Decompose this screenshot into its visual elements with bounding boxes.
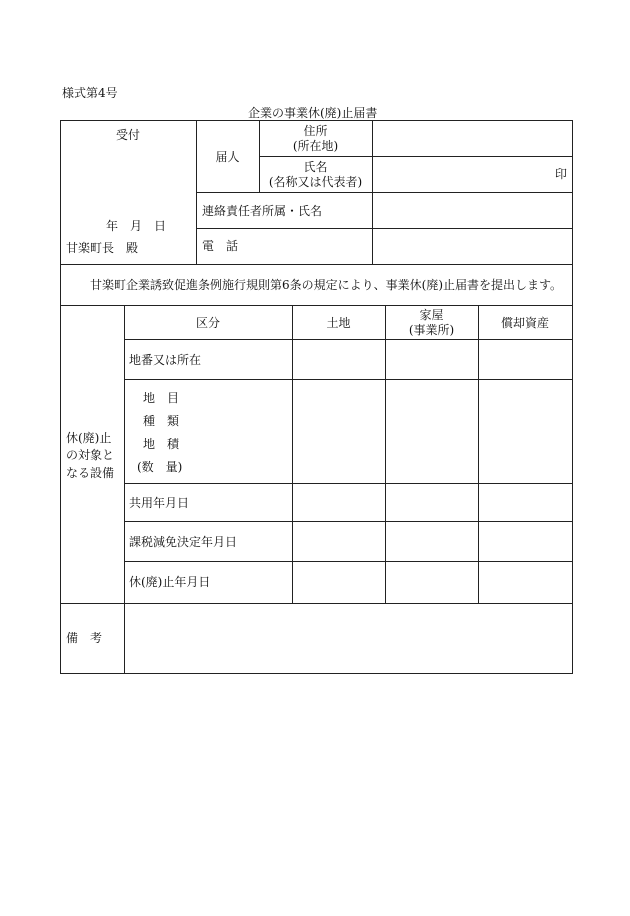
row-attrs-label: 地 目 種 類 地 積 (数 量) [137, 391, 183, 474]
notifier-label: 届人 [215, 150, 240, 164]
header-house-sub: (事業所) [408, 323, 455, 337]
header-depreciable: 償却資産 [500, 316, 549, 330]
seal-mark: 印 [555, 167, 568, 181]
address-sub-label: (所在地) [292, 139, 339, 153]
addressee: 甘楽町長 殿 [66, 241, 139, 255]
row-tax-date-label: 課税減免決定年月日 [129, 535, 238, 549]
statement-text: 甘楽町企業誘致促進条例施行規則第6条の規定により、事業休(廃)止届書を提出します。 [90, 278, 563, 292]
row-use-date-label: 共用年月日 [129, 496, 190, 510]
reception-label: 受付 [115, 128, 140, 142]
reception-date: 年 月 日 [106, 219, 167, 233]
phone-field[interactable] [373, 229, 572, 264]
address-label: 住所 [303, 124, 328, 138]
form-number: 様式第4号 [62, 86, 118, 100]
address-field[interactable] [373, 121, 572, 156]
phone-label: 電 話 [202, 239, 239, 253]
header-house: 家屋 [419, 308, 444, 322]
contact-field[interactable] [373, 193, 572, 228]
remarks-label: 備 考 [66, 631, 103, 645]
facility-side-label: 休(廃)止 の対象と なる設備 [66, 431, 115, 480]
document-title: 企業の事業休(廃)止届書 [248, 106, 378, 120]
name-field[interactable] [373, 157, 572, 192]
name-label: 氏名 [303, 160, 328, 174]
header-category: 区分 [195, 316, 220, 330]
contact-label: 連絡責任者所属・氏名 [202, 204, 323, 218]
remarks-field[interactable] [125, 604, 572, 673]
name-sub-label: (名称又は代表者) [268, 175, 363, 189]
row-lot-label: 地番又は所在 [129, 353, 202, 367]
header-land: 土地 [326, 316, 351, 330]
row-stop-date-label: 休(廃)止年月日 [129, 575, 211, 589]
